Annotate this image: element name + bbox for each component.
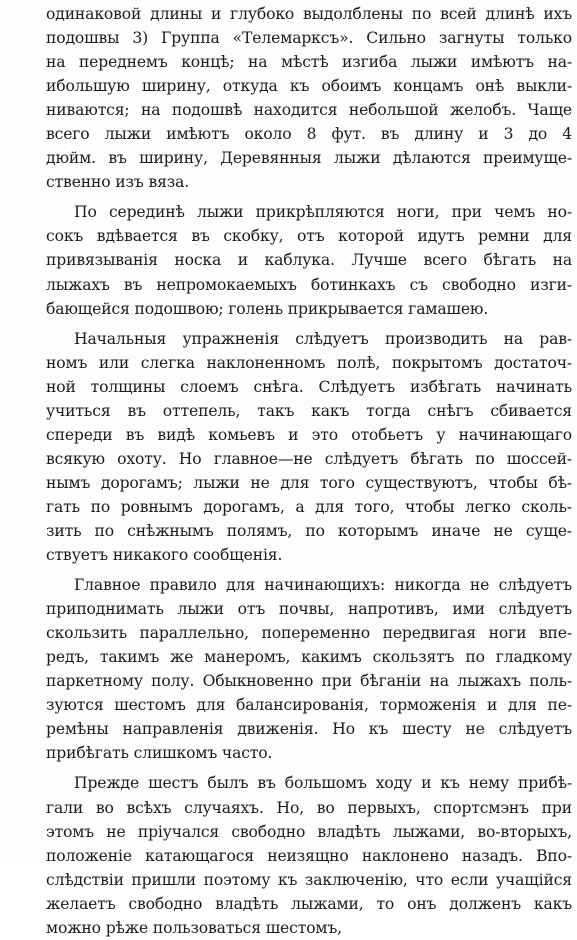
paragraph-1 bbox=[46, 2, 572, 194]
text-line: всего лыжи имѣютъ около 8 фут. въ длину и 3 до 4 bbox=[46, 125, 572, 144]
text-line: ремѣны направленія движенія. Но къ шесту не слѣдуетъ bbox=[46, 720, 572, 739]
text-line: По серединѣ лыжи прикрѣпляются ноги, при чемъ но- bbox=[74, 203, 572, 222]
text-line: привязыванія носка и каблука. Лучше всего бѣгать на bbox=[46, 251, 572, 270]
text-line: приподнимать лыжи отъ почвы, напротивъ, ими слѣдуетъ bbox=[46, 600, 572, 619]
text-line: желаетъ свободно владѣть лыжами, то онъ долженъ какъ bbox=[46, 894, 572, 913]
text-line: скользить параллельно, попеременно передвигая ноги впе- bbox=[46, 624, 572, 643]
text-line: ственно изъ вяза. bbox=[46, 173, 190, 192]
text-line: лыжахъ въ непромокаемыхъ ботинкахъ съ свободно изги- bbox=[46, 275, 572, 294]
text-line: гать по ровнымъ дорогамъ, а для того, чтобы легко сколь- bbox=[46, 497, 572, 516]
text-line: слѣдствіи пришли поэтому къ заключенію, что если учащійся bbox=[46, 870, 572, 889]
text-line: паркетному полу. Обыкновенно при бѣганіи на лыжахъ поль- bbox=[46, 672, 572, 691]
text-line: подошвы 3) Группа «Телемарксъ». Сильно загнуты только bbox=[46, 29, 572, 48]
paragraph-3 bbox=[46, 327, 572, 567]
text-line: этомъ не пріучался свободно владѣть лыжами, во-вторыхъ, bbox=[46, 822, 572, 841]
text-line: дюйм. въ ширину, Деревянныя лыжи дѣлаются преимуще- bbox=[46, 149, 572, 168]
text-line: одинаковой длины и глубоко выдолблены по всей длинѣ ихъ bbox=[46, 5, 572, 23]
text-line: ниваются; на подошвѣ находится небольшой желобъ. Чаще bbox=[46, 101, 572, 120]
text-line: ствуетъ никакого сообщенія. bbox=[46, 546, 283, 565]
text-line: Прежде шестъ былъ въ большомъ ходу и къ нему прибѣ- bbox=[74, 774, 572, 793]
text-line: на переднемъ концѣ; на мѣстѣ изгиба лыжи имѣютъ на- bbox=[46, 53, 572, 72]
text-line: зить по снѣжнымъ полямъ, по которымъ иначе не суще- bbox=[46, 521, 572, 540]
text-line: гали во всѣхъ случаяхъ. Но, во первыхъ, спортсмэнъ при bbox=[46, 798, 572, 817]
text-line: прибѣгать слишкомъ часто. bbox=[46, 744, 273, 763]
text-line: Главное правило для начинающихъ: никогда не слѣдуетъ bbox=[74, 576, 572, 595]
text-line: нымъ дорогамъ; лыжи не для того существуютъ, чтобы бѣ- bbox=[46, 473, 572, 492]
paragraph-2 bbox=[46, 200, 572, 320]
text-line: спереди въ видѣ комьевъ и это отобьетъ у начинающаго bbox=[46, 425, 572, 444]
text-line: ной толщины слоемъ снѣга. Слѣдуетъ избѣгать начинать bbox=[46, 377, 572, 396]
text-line: Начальныя упражненія слѣдуетъ производить на рав- bbox=[74, 329, 572, 348]
text-line: бающейся подошвою; голень прикрывается гамашею. bbox=[46, 299, 489, 318]
text-line: зуются шестомъ для балансированія, торможенія и для пе- bbox=[46, 696, 572, 715]
text-line: номъ или слегка наклоненномъ полѣ, покрытомъ достаточ- bbox=[46, 353, 572, 372]
text-line: можно рѣже пользоваться шестомъ, bbox=[46, 918, 342, 937]
page-text bbox=[46, 2, 572, 940]
text-line: сокъ вдѣвается въ скобку, отъ которой идутъ ремни для bbox=[46, 227, 572, 246]
paragraph-5 bbox=[46, 771, 572, 939]
text-line: всякую охоту. Но главное—не слѣдуетъ бѣгать по шоссей- bbox=[46, 449, 572, 468]
paragraph-4 bbox=[46, 573, 572, 765]
text-line: положеніе катающагося неизящно наклонено назадъ. Впо- bbox=[46, 846, 572, 865]
text-line: редъ, такимъ же манеромъ, какимъ скользятъ по гладкому bbox=[46, 648, 572, 667]
text-line: ибольшую ширину, откуда къ обоимъ концамъ онѣ выкли- bbox=[46, 77, 572, 96]
text-line: учиться въ оттепель, такъ какъ тогда снѣгъ сбивается bbox=[46, 401, 572, 420]
